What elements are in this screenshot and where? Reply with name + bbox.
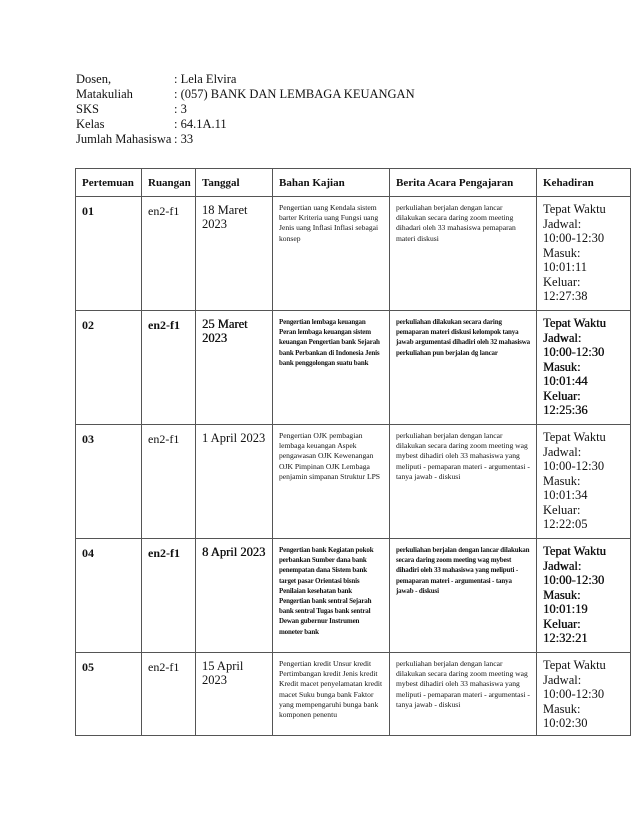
cell-kehadiran xyxy=(537,311,631,425)
kehadiran-label: Masuk: xyxy=(543,473,581,488)
kehadiran-label: Masuk: xyxy=(543,359,581,374)
column-header-ruangan: Ruangan xyxy=(142,169,196,197)
cell-bahan-kajian: Pengertian OJK pembagian lembaga keuangan Aspek pengawasan OJK Kewenangan OJK Pimpinan OJK Lembaga penjamin simpanan Struktur LPS xyxy=(273,425,390,539)
kehadiran-label: Masuk: xyxy=(543,587,581,602)
kehadiran-value: 10:00-12:30 xyxy=(543,459,605,473)
cell-tanggal: 1 April 2023 xyxy=(196,425,273,539)
info-label: SKS xyxy=(76,102,99,116)
info-label: Dosen, xyxy=(76,72,112,86)
kehadiran-status: Tepat Waktu xyxy=(543,202,606,216)
cell-pertemuan: 01 xyxy=(76,197,142,311)
kehadiran-label: Keluar: xyxy=(543,274,581,289)
kehadiran-value: 10:01:34 xyxy=(543,488,588,502)
kehadiran-status: Tepat Waktu xyxy=(543,430,606,444)
info-row-dosen xyxy=(76,72,415,87)
column-header-kehadiran: Kehadiran xyxy=(537,169,631,197)
cell-ruangan: en2-f1 xyxy=(142,425,196,539)
cell-berita-acara: perkuliahan dilakukan secara daring pemaparan materi diskusi kelompok tanya jawab argumentasi dihadiri oleh 32 mahasiswa perkuliahan pun berjalan dg lancar xyxy=(390,311,537,425)
cell-kehadiran xyxy=(537,425,631,539)
kehadiran-label: Masuk: xyxy=(543,701,581,716)
cell-berita-acara: perkuliahan berjalan dengan lancar dilakukan secara daring zoom meeting wag mybest dihadiri oleh 33 mahasiswa yang meliputi - pemaparan materi - argumentasi - tanya jawab - diskusi xyxy=(390,653,537,736)
kehadiran-status: Tepat Waktu xyxy=(543,544,606,558)
kehadiran-label: Jadwal: xyxy=(543,216,582,231)
cell-bahan-kajian: Pengertian uang Kendala sistem barter Kriteria uang Fungsi uang Jenis uang Inflasi Inflasi sebagai konsep xyxy=(273,197,390,311)
kehadiran-value: 10:00-12:30 xyxy=(543,687,605,701)
cell-pertemuan: 05 xyxy=(76,653,142,736)
cell-tanggal: 15 April 2023 xyxy=(196,653,273,736)
cell-bahan-kajian: Pengertian lembaga keuangan Peran lembaga keuangan sistem keuangan Pengertian bank Sejarah bank Perbankan di Indonesia Jenis bank penggolongan suatu bank xyxy=(273,311,390,425)
table-row xyxy=(76,425,631,539)
info-row-jumlah-mahasiswa xyxy=(76,132,415,147)
info-value: : 3 xyxy=(174,102,187,116)
table-row xyxy=(76,539,631,653)
cell-bahan-kajian: Pengertian kredit Unsur kredit Pertimbangan kredit Jenis kredit Kredit macet penyelamatan kredit macet Suku bunga bank Faktor yang mempengaruhi bunga bank komponen penentu xyxy=(273,653,390,736)
kehadiran-status: Tepat Waktu xyxy=(543,316,606,330)
cell-pertemuan: 03 xyxy=(76,425,142,539)
cell-kehadiran xyxy=(537,539,631,653)
info-label: Jumlah Mahasiswa xyxy=(76,132,172,146)
table-row xyxy=(76,197,631,311)
kehadiran-value: 10:02:30 xyxy=(543,716,588,730)
cell-tanggal: 25 Maret 2023 xyxy=(196,311,273,425)
cell-berita-acara: perkuliahan berjalan dengan lancar dilakukan secara daring zoom meeting wag mybest dihadiri oleh 33 mahasiswa yang meliputi - pemaparan materi - argumentasi - tanya jawab - diskusi xyxy=(390,539,537,653)
table-header-row xyxy=(76,169,631,197)
column-header-pertemuan: Pertemuan xyxy=(76,169,142,197)
info-label: Matakuliah xyxy=(76,87,133,101)
column-header-tanggal: Tanggal xyxy=(196,169,273,197)
cell-kehadiran xyxy=(537,197,631,311)
info-value: : 64.1A.11 xyxy=(174,117,227,131)
info-row-kelas xyxy=(76,117,415,132)
info-value: : (057) BANK DAN LEMBAGA KEUANGAN xyxy=(174,87,415,101)
course-info xyxy=(76,72,415,147)
table-row xyxy=(76,311,631,425)
kehadiran-label: Masuk: xyxy=(543,245,581,260)
info-row-sks xyxy=(76,102,415,117)
cell-tanggal: 18 Maret 2023 xyxy=(196,197,273,311)
cell-berita-acara: perkuliahan berjalan dengan lancar dilakukan secara daring zoom meeting dihadari oleh 33 mahasiswa pemaparan materi diskusi xyxy=(390,197,537,311)
column-header-berita-acara: Berita Acara Pengajaran xyxy=(390,169,537,197)
info-value: : 33 xyxy=(174,132,194,146)
kehadiran-label: Keluar: xyxy=(543,388,581,403)
cell-pertemuan: 02 xyxy=(76,311,142,425)
kehadiran-value: 10:00-12:30 xyxy=(543,345,605,359)
cell-ruangan: en2-f1 xyxy=(142,539,196,653)
kehadiran-value: 12:22:05 xyxy=(543,517,588,531)
kehadiran-value: 10:01:11 xyxy=(543,260,587,274)
info-row-matakuliah xyxy=(76,87,415,102)
kehadiran-label: Jadwal: xyxy=(543,558,582,573)
kehadiran-value: 12:32:21 xyxy=(543,631,588,645)
kehadiran-value: 12:25:36 xyxy=(543,403,588,417)
kehadiran-label: Jadwal: xyxy=(543,330,582,345)
column-header-bahan-kajian: Bahan Kajian xyxy=(273,169,390,197)
kehadiran-label: Jadwal: xyxy=(543,444,582,459)
kehadiran-value: 10:00-12:30 xyxy=(543,231,605,245)
cell-ruangan: en2-f1 xyxy=(142,653,196,736)
info-value: : Lela Elvira xyxy=(174,72,237,86)
kehadiran-value: 12:27:38 xyxy=(543,289,588,303)
meeting-log-table xyxy=(75,168,631,736)
kehadiran-label: Jadwal: xyxy=(543,672,582,687)
kehadiran-label: Keluar: xyxy=(543,616,581,631)
cell-pertemuan: 04 xyxy=(76,539,142,653)
table-row xyxy=(76,653,631,736)
kehadiran-status: Tepat Waktu xyxy=(543,658,606,672)
kehadiran-value: 10:00-12:30 xyxy=(543,573,605,587)
cell-bahan-kajian: Pengertian bank Kegiatan pokok perbankan Sumber dana bank penempatan dana Sistem bank target pasar Orientasi bisnis Penilaian kesehatan bank Pengertian bank sentral Sejarah bank sentral Tugas bank sentral Dewan gubernur Instrumen moneter bank xyxy=(273,539,390,653)
cell-kehadiran xyxy=(537,653,631,736)
kehadiran-value: 10:01:19 xyxy=(543,602,588,616)
cell-berita-acara: perkuliahan berjalan dengan lancar dilakukan secara daring zoom meeting wag mybest dihadiri oleh 33 mahasiswa yang meliputi - pemaparan materi - argumentasi - tanya jawab - diskusi xyxy=(390,425,537,539)
kehadiran-label: Keluar: xyxy=(543,502,581,517)
cell-ruangan: en2-f1 xyxy=(142,311,196,425)
cell-tanggal: 8 April 2023 xyxy=(196,539,273,653)
kehadiran-value: 10:01:44 xyxy=(543,374,588,388)
cell-ruangan: en2-f1 xyxy=(142,197,196,311)
info-label: Kelas xyxy=(76,117,105,131)
